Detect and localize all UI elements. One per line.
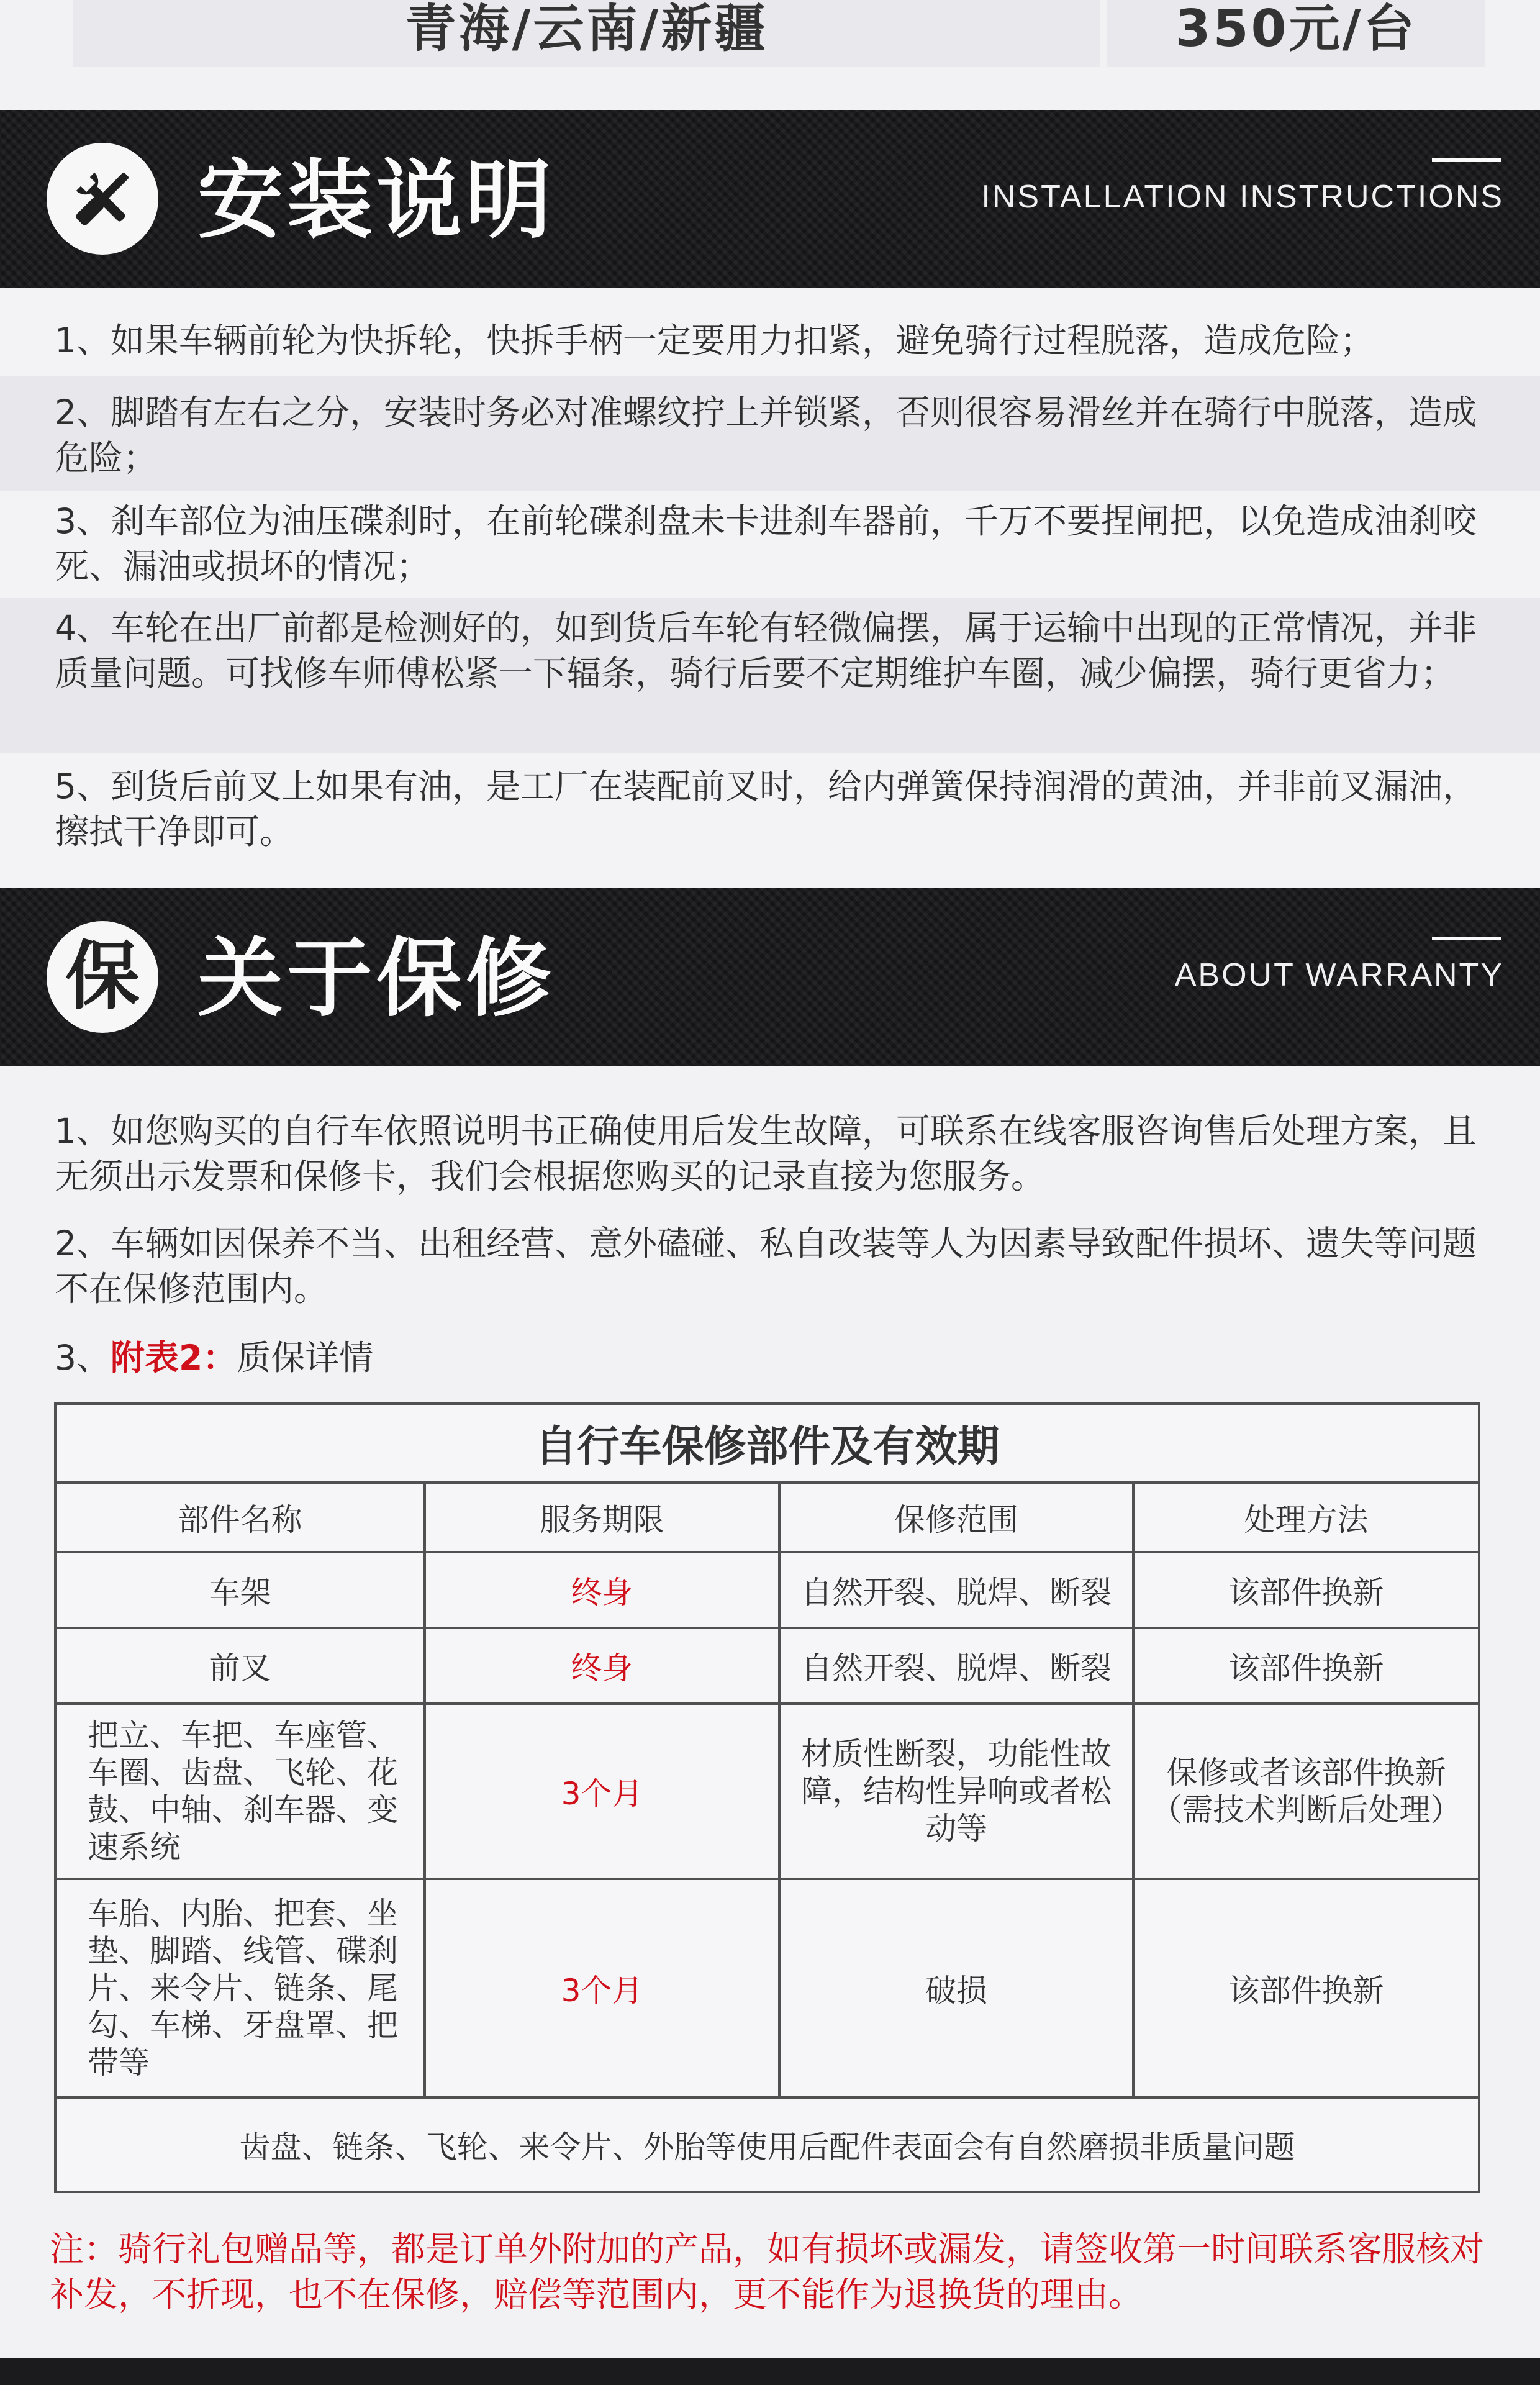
- installation-item: [0, 376, 1540, 491]
- table-cell-period: 3个月: [425, 1704, 779, 1879]
- table-cell-method: 该部件换新: [1133, 1879, 1479, 2097]
- table-cell-part: 车架: [55, 1552, 425, 1628]
- header-dash: [1432, 937, 1502, 940]
- installation-item: [0, 598, 1540, 753]
- shipping-region: 青海/云南/新疆: [405, 0, 768, 58]
- table-cell-part: 车胎、内胎、把套、坐垫、脚踏、线管、碟刹片、来令片、链条、尾勾、车梯、牙盘罩、把带等: [55, 1879, 425, 2097]
- installation-item-text: 4、车轮在出厂前都是检测好的，如到货后车轮有轻微偏摆，属于运输中出现的正常情况，并非质量问题。可找修车师傅松紧一下辐条，骑行后要不定期维护车圈，减少偏摆，骑行更省力；: [55, 608, 1477, 693]
- warranty-item3-highlight: 附表2：: [111, 1338, 237, 1378]
- table-cell-scope: 自然开裂、脱焊、断裂: [779, 1628, 1133, 1704]
- installation-item-text: 1、如果车辆前轮为快拆轮，快拆手柄一定要用力扣紧，避免骑行过程脱落，造成危险；: [55, 320, 1374, 360]
- installation-item-text: 2、脚踏有左右之分，安装时务必对准螺纹拧上并锁紧，否则很容易滑丝并在骑行中脱落，造成危险；: [55, 393, 1477, 478]
- table-header-row: [55, 1483, 1479, 1552]
- table-row: [55, 1552, 1479, 1628]
- warranty-table: [54, 1402, 1480, 2193]
- wrench-screwdriver-icon: [47, 143, 158, 255]
- installation-item: [0, 288, 1540, 376]
- warranty-item-3: [55, 1335, 1503, 1381]
- table-footer: 齿盘、链条、飞轮、来令片、外胎等使用后配件表面会有自然磨损非质量问题: [55, 2097, 1479, 2192]
- table-cell-part: 前叉: [55, 1628, 425, 1704]
- table-cell-scope: 破损: [779, 1879, 1133, 2097]
- warranty-item: 2、车辆如因保养不当、出租经营、意外磕碰、私自改装等人为因素导致配件损坏、遗失等问题不在保修范围内。: [55, 1224, 1477, 1309]
- table-row: [55, 1628, 1479, 1704]
- table-cell-method: 保修或者该部件换新（需技术判断后处理）: [1133, 1704, 1479, 1879]
- installation-title: 安装说明: [197, 150, 556, 250]
- table-cell-period: 终身: [425, 1552, 779, 1628]
- installation-subtitle: INSTALLATION INSTRUCTIONS: [981, 179, 1504, 215]
- table-cell-part: 把立、车把、车座管、车圈、齿盘、飞轮、花鼓、中轴、刹车器、变速系统: [55, 1704, 425, 1879]
- table-footer-row: [55, 2097, 1479, 2192]
- bottom-bar: [0, 2358, 1540, 2385]
- shipping-strip: [0, 0, 1540, 110]
- table-cell-period: 终身: [425, 1628, 779, 1704]
- table-cell-method: 该部件换新: [1133, 1552, 1479, 1628]
- shipping-region-cell: [73, 0, 1100, 67]
- installation-item: [0, 491, 1540, 598]
- installation-item: [0, 753, 1540, 887]
- warranty-item3-prefix: 3、: [55, 1338, 111, 1378]
- table-row: [55, 1879, 1479, 2097]
- header-dash: [1432, 158, 1502, 162]
- table-cell-period: 3个月: [425, 1879, 779, 2097]
- table-cell-scope: 自然开裂、脱焊、断裂: [779, 1552, 1133, 1628]
- installation-item-text: 3、刹车部位为油压碟刹时，在前轮碟刹盘未卡进刹车器前，千万不要捏闸把，以免造成油刹咬死、漏油或损坏的情况；: [55, 501, 1477, 586]
- warranty-header: [0, 888, 1540, 1066]
- shipping-price: 350元/台: [1175, 0, 1417, 58]
- warranty-item3-text: 质保详情: [237, 1338, 374, 1378]
- table-header-cell: 处理方法: [1133, 1483, 1479, 1552]
- table-header-cell: 部件名称: [55, 1483, 425, 1552]
- table-header-cell: 服务期限: [425, 1483, 779, 1552]
- table-title: 自行车保修部件及有效期: [55, 1404, 1479, 1483]
- table-cell-scope: 材质性断裂，功能性故障，结构性异响或者松动等: [779, 1704, 1133, 1879]
- warranty-item: 1、如您购买的自行车依照说明书正确使用后发生故障，可联系在线客服咨询售后处理方案，且无须出示发票和保修卡，我们会根据您购买的记录直接为您服务。: [55, 1111, 1477, 1196]
- table-row: [55, 1704, 1479, 1879]
- warranty-subtitle: ABOUT WARRANTY: [1174, 957, 1504, 993]
- installation-header: [0, 110, 1540, 288]
- table-header-cell: 保修范围: [779, 1483, 1133, 1552]
- shipping-price-cell: [1107, 0, 1485, 67]
- installation-item-text: 5、到货后前叉上如果有油，是工厂在装配前叉时，给内弹簧保持润滑的黄油，并非前叉漏油，擦拭干净即可。: [55, 766, 1477, 852]
- table-cell-method: 该部件换新: [1133, 1628, 1479, 1704]
- warranty-title: 关于保修: [197, 929, 556, 1029]
- warranty-badge-icon: [47, 921, 158, 1033]
- warranty-badge-char: 保: [65, 934, 140, 1020]
- warranty-note: 注：骑行礼包赠品等，都是订单外附加的产品，如有损坏或漏发，请签收第一时间联系客服核对补发，不折现，也不在保修，赔偿等范围内，更不能作为退换货的理由。: [50, 2229, 1485, 2314]
